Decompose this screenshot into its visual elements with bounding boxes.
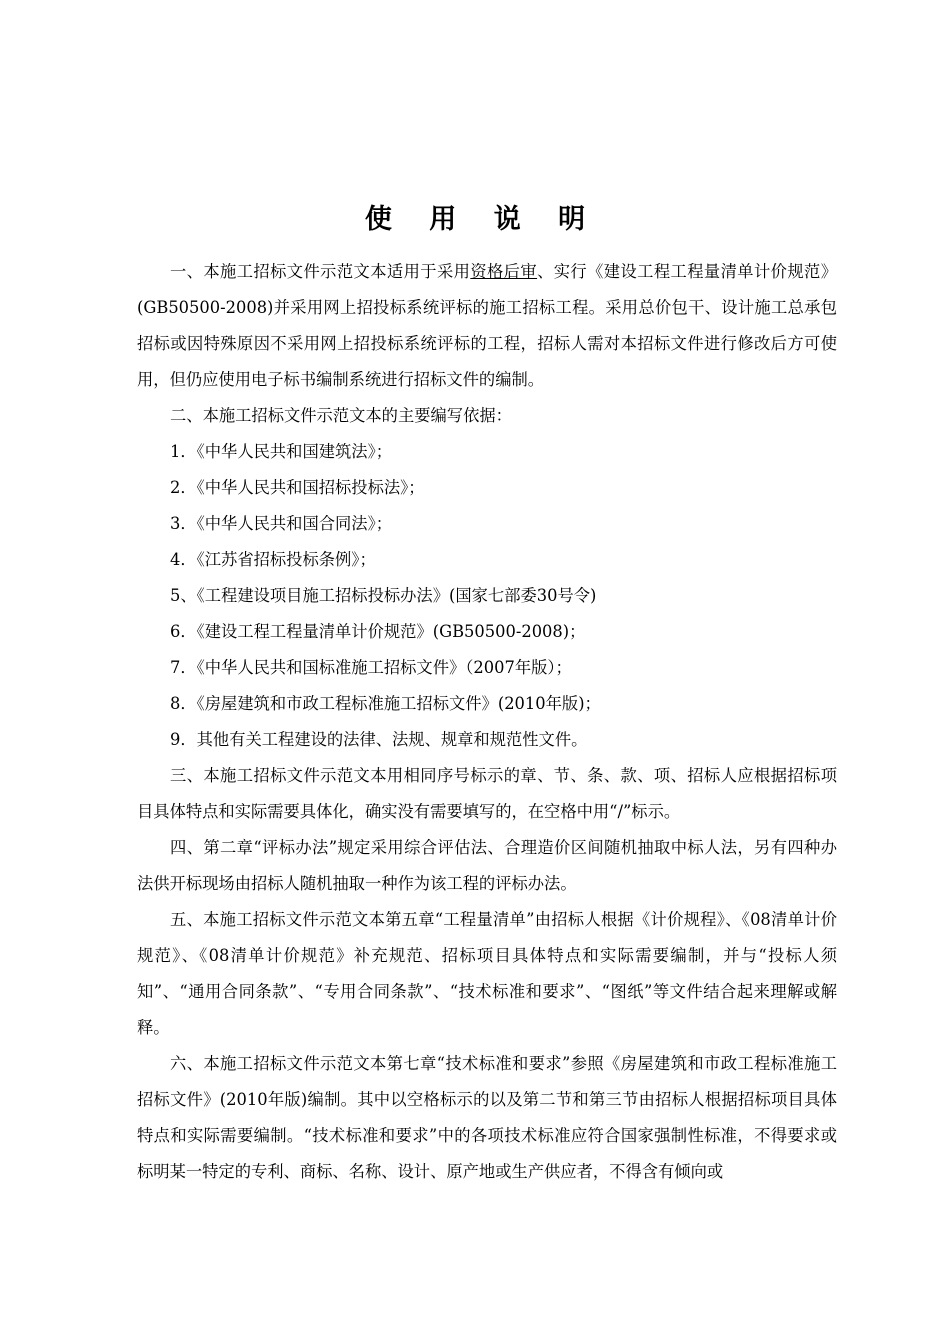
paragraph-1-text-before: 一、本施工招标文件示范文本适用于采用 — [170, 262, 471, 281]
paragraph-1 — [137, 254, 837, 398]
basis-item-8: 8．《房屋建筑和市政工程标准施工招标文件》(2010年版)； — [170, 694, 601, 713]
basis-item-4: 4．《江苏省招标投标条例》； — [170, 550, 376, 569]
basis-item-3: 3．《中华人民共和国合同法》； — [170, 514, 393, 533]
paragraph-4: 四、第二章“评标办法”规定采用综合评估法、合理造价区间随机抽取中标人法，另有四种办法供开标现场由招标人随机抽取一种作为该工程的评标办法。 — [137, 838, 837, 893]
paragraph-2: 二、本施工招标文件示范文本的主要编写依据： — [170, 406, 512, 425]
basis-item-7: 7．《中华人民共和国标准施工招标文件》（2007年版）； — [170, 658, 572, 677]
basis-item-9: 9．其他有关工程建设的法律、法规、规章和规范性文件。 — [170, 730, 588, 749]
paragraph-1-text-after: 、实行《建设工程工程量清单计价规范》(GB50500-2008)并采用网上招投标系统评标的施工招标工程。采用总价包干、设计施工总承包招标或因特殊原因不采用网上招投标系统评标的工程，招标人需对本招标文件进行修改后方可使用，但仍应使用电子标书编制系统进行招标文件的编制。 — [137, 262, 837, 389]
basis-item-5: 5、《工程建设项目施工招标投标办法》(国家七部委30号令) — [170, 586, 597, 605]
paragraph-3: 三、本施工招标文件示范文本用相同序号标示的章、节、条、款、项、招标人应根据招标项目具体特点和实际需要具体化，确实没有需要填写的，在空格中用“/”标示。 — [137, 766, 837, 821]
paragraph-5: 五、本施工招标文件示范文本第五章“工程量清单”由招标人根据《计价规程》、《08清单计价规范》、《08清单计价规范》补充规范、招标项目具体特点和实际需要编制，并与“投标人须知”、“通用合同条款”、“专用合同条款”、“技术标准和要求”、“图纸”等文件结合起来理解或解释。 — [137, 910, 837, 1037]
basis-item-1: 1．《中华人民共和国建筑法》； — [170, 442, 393, 461]
underlined-term: 资格后审 — [470, 262, 538, 281]
paragraph-6: 六、本施工招标文件示范文本第七章“技术标准和要求”参照《房屋建筑和市政工程标准施工招标文件》(2010年版)编制。其中以空格标示的以及第二节和第三节由招标人根据招标项目具体特点和实际需要编制。“技术标准和要求”中的各项技术标准应符合国家强制性标准，不得要求或标明某一特定的专利、商标、名称、设计、原产地或生产供应者，不得含有倾向或 — [137, 1054, 837, 1181]
basis-item-6: 6．《建设工程工程量清单计价规范》(GB50500-2008)； — [170, 622, 586, 641]
basis-item-2: 2．《中华人民共和国招标投标法》； — [170, 478, 425, 497]
page-title: 使 用 说 明 — [364, 204, 600, 235]
document-body — [137, 254, 837, 1190]
